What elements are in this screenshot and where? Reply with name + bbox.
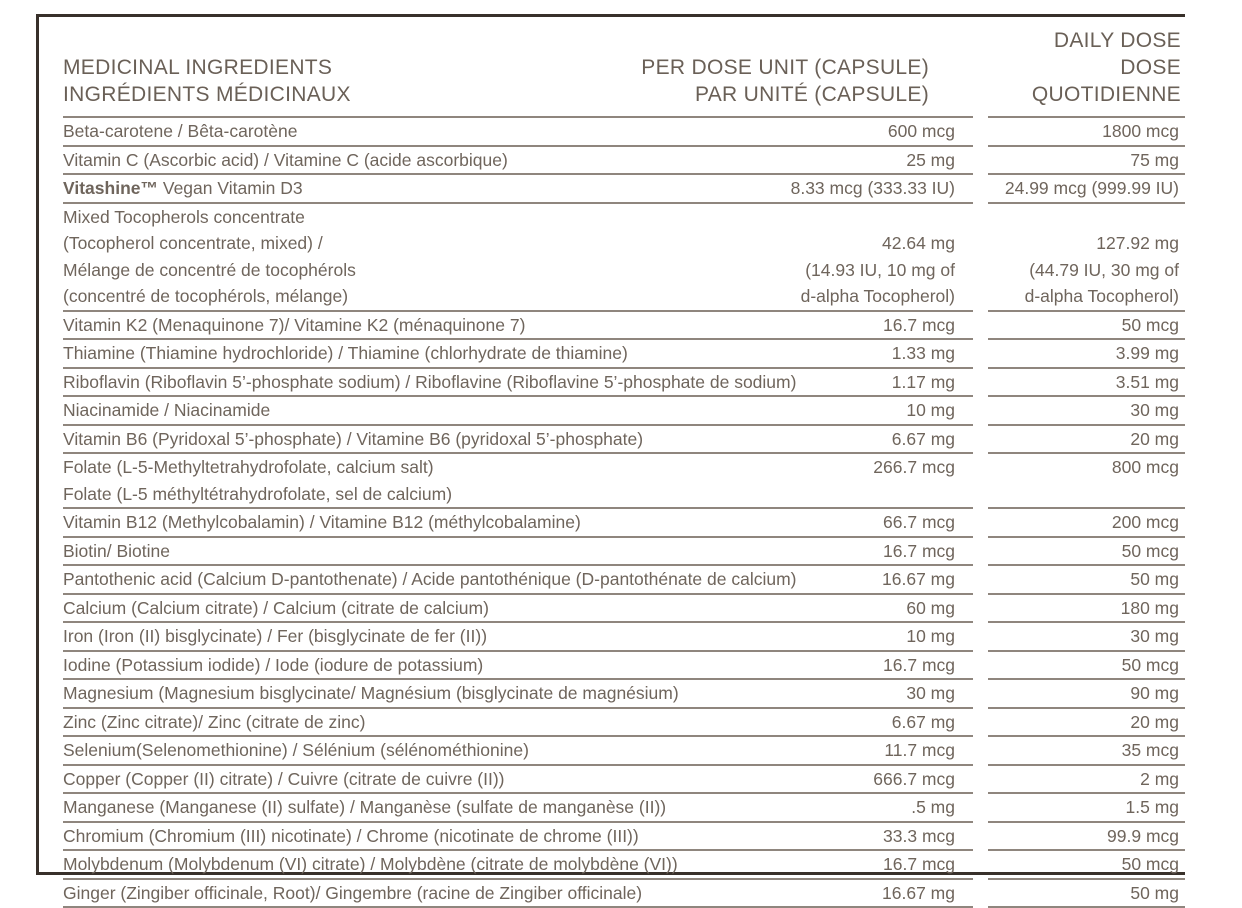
per-dose-value: 10 mg: [906, 623, 973, 650]
daily-dose-header-line2: DOSE: [988, 54, 1181, 81]
per-dose-header: [641, 54, 973, 108]
daily-dose-value: 90 mg: [988, 680, 1185, 709]
daily-dose-value: 50 mcg: [988, 538, 1185, 567]
row-left-group: [63, 623, 973, 652]
row-left-group: [63, 823, 973, 852]
ingredient-name-text: Zinc (Zinc citrate)/ Zinc (citrate de zinc): [63, 712, 365, 732]
table-row: [63, 312, 1185, 341]
per-dose-value: 16.67 mg: [882, 880, 973, 907]
ingredient-name: [63, 118, 297, 145]
ingredient-name: [63, 623, 487, 650]
ingredient-name-text: Riboflavin (Riboflavin 5’-phosphate sodium) / Riboflavine (Riboflavine 5’-phosphate de sodium): [63, 372, 796, 392]
row-left-group: [63, 851, 973, 880]
table-row: [63, 175, 1185, 204]
table-row: [63, 538, 1185, 567]
per-dose-value: 266.7 mcg: [873, 454, 973, 481]
column-gap: [973, 538, 988, 567]
daily-dose-header-line1: DAILY DOSE: [988, 27, 1181, 54]
table-row: [63, 737, 1185, 766]
supplement-facts-label: [36, 14, 1185, 875]
table-row: [63, 766, 1185, 795]
per-dose-value-line: 42.64 mg: [801, 230, 955, 257]
daily-dose-value-line: (44.79 IU, 30 mg of: [988, 257, 1179, 284]
daily-dose-value: 50 mg: [988, 566, 1185, 595]
row-left-group: [63, 766, 973, 795]
ingredient-name-line: Folate (L-5 méthyltétrahydrofolate, sel de calcium): [63, 481, 452, 508]
ingredient-name-line: Mixed Tocopherols concentrate: [63, 204, 356, 231]
per-dose-value: 6.67 mg: [892, 426, 973, 453]
daily-dose-value: [988, 204, 1185, 312]
ingredient-name: [63, 709, 365, 736]
per-dose-value: 600 mcg: [888, 118, 973, 145]
table-row: [63, 880, 1185, 908]
ingredient-name-line: Folate (L-5-Methyltetrahydrofolate, calcium salt): [63, 454, 452, 481]
table-row: [63, 147, 1185, 176]
per-dose-value: 16.7 mcg: [883, 652, 973, 679]
per-dose-value-line: (14.93 IU, 10 mg of: [801, 257, 955, 284]
ingredient-name: [63, 369, 796, 396]
row-left-group: [63, 175, 973, 204]
ingredient-name: [63, 794, 666, 821]
per-dose-value: 1.17 mg: [892, 369, 973, 396]
daily-dose-header: [988, 27, 1185, 118]
per-dose-value: 16.7 mcg: [883, 538, 973, 565]
ingredient-name-text: Vitamin B12 (Methylcobalamin) / Vitamine B12 (méthylcobalamine): [63, 512, 581, 532]
table-row: [63, 340, 1185, 369]
ingredient-name: [63, 737, 529, 764]
column-gap: [973, 880, 988, 908]
ingredient-name-text: Molybdenum (Molybdenum (VI) citrate) / Molybdène (citrate de molybdène (VI)): [63, 854, 678, 874]
table-row: [63, 851, 1185, 880]
ingredient-brand-name: Vitashine™: [63, 178, 158, 198]
per-dose-value: 33.3 mcg: [883, 823, 973, 850]
column-gap: [973, 147, 988, 176]
ingredient-name-text: Selenium(Selenomethionine) / Sélénium (sélénométhionine): [63, 740, 529, 760]
column-gap: [973, 175, 988, 204]
daily-dose-value: 800 mcg: [988, 454, 1185, 509]
ingredient-name-text: Beta-carotene / Bêta-carotène: [63, 121, 297, 141]
daily-dose-value: 50 mcg: [988, 851, 1185, 880]
row-left-group: [63, 204, 973, 312]
ingredients-header-en: MEDICINAL INGREDIENTS: [63, 54, 351, 81]
daily-dose-value: 30 mg: [988, 397, 1185, 426]
ingredient-name: [63, 680, 679, 707]
column-gap: [973, 737, 988, 766]
ingredient-name-text: Niacinamide / Niacinamide: [63, 400, 270, 420]
ingredient-name: [63, 509, 581, 536]
column-gap: [973, 340, 988, 369]
per-dose-header-fr: PAR UNITÉ (CAPSULE): [641, 81, 929, 108]
ingredient-name-text: Thiamine (Thiamine hydrochloride) / Thiamine (chlorhydrate de thiamine): [63, 343, 628, 363]
ingredient-name: [63, 204, 356, 310]
ingredient-name-line: Mélange de concentré de tocophérols: [63, 257, 356, 284]
ingredient-name-line: (concentré de tocophérols, mélange): [63, 283, 356, 310]
column-gap: [973, 623, 988, 652]
per-dose-value: 6.67 mg: [892, 709, 973, 736]
table-row: [63, 509, 1185, 538]
row-left-group: [63, 709, 973, 738]
per-dose-value: 30 mg: [906, 680, 973, 707]
column-gap: [973, 118, 988, 147]
daily-dose-value: 99.9 mcg: [988, 823, 1185, 852]
daily-dose-value: 2 mg: [988, 766, 1185, 795]
column-gap: [973, 369, 988, 398]
ingredient-name: [63, 340, 628, 367]
ingredient-name: [63, 823, 639, 850]
table-row: [63, 823, 1185, 852]
ingredient-name: [63, 595, 489, 622]
row-left-group: [63, 737, 973, 766]
daily-dose-value: 30 mg: [988, 623, 1185, 652]
daily-dose-header-line3: QUOTIDIENNE: [988, 81, 1181, 108]
per-dose-value: 16.7 mcg: [883, 312, 973, 339]
daily-dose-value: 50 mcg: [988, 652, 1185, 681]
column-gap: [973, 680, 988, 709]
row-left-group: [63, 538, 973, 567]
daily-dose-value-line: d-alpha Tocopherol): [988, 283, 1179, 310]
table-row: [63, 397, 1185, 426]
per-dose-value: 1.33 mg: [892, 340, 973, 367]
table-row: [63, 566, 1185, 595]
per-dose-value: 11.7 mcg: [884, 737, 973, 764]
per-dose-value: .5 mg: [911, 794, 973, 821]
daily-dose-value: 50 mcg: [988, 312, 1185, 341]
ingredient-name-text: Ginger (Zingiber officinale, Root)/ Gingembre (racine de Zingiber officinale): [63, 883, 642, 903]
ingredient-name-text: Vitamin B6 (Pyridoxal 5’-phosphate) / Vitamine B6 (pyridoxal 5’-phosphate): [63, 429, 643, 449]
per-dose-value-line: d-alpha Tocopherol): [801, 283, 955, 310]
ingredient-name-line: (Tocopherol concentrate, mixed) /: [63, 230, 356, 257]
ingredient-name: [63, 454, 452, 507]
ingredient-name: [63, 880, 642, 907]
ingredients-table-body: [63, 118, 1185, 908]
ingredient-name: [63, 851, 678, 878]
row-left-group: [63, 566, 973, 595]
per-dose-value: [801, 230, 973, 310]
column-gap: [973, 454, 988, 509]
row-left-group: [63, 794, 973, 823]
ingredient-name-text: Calcium (Calcium citrate) / Calcium (citrate de calcium): [63, 598, 489, 618]
daily-dose-value: 3.99 mg: [988, 340, 1185, 369]
daily-dose-value: 35 mcg: [988, 737, 1185, 766]
daily-dose-value: 180 mg: [988, 595, 1185, 624]
daily-dose-value: 20 mg: [988, 709, 1185, 738]
ingredient-name-text: Manganese (Manganese (II) sulfate) / Manganèse (sulfate de manganèse (II)): [63, 797, 666, 817]
column-gap: [973, 652, 988, 681]
ingredient-name: [63, 566, 797, 593]
row-left-group: [63, 147, 973, 176]
per-dose-value: 16.7 mcg: [883, 851, 973, 878]
column-gap: [973, 312, 988, 341]
per-dose-value: 60 mg: [906, 595, 973, 622]
daily-dose-value: 1800 mcg: [988, 118, 1185, 147]
row-left-group: [63, 369, 973, 398]
row-left-group: [63, 118, 973, 147]
ingredients-header: [63, 54, 351, 108]
per-dose-value: 8.33 mcg (333.33 IU): [791, 175, 973, 202]
row-left-group: [63, 397, 973, 426]
row-left-group: [63, 509, 973, 538]
column-gap: [973, 709, 988, 738]
ingredient-name-text: Chromium (Chromium (III) nicotinate) / Chrome (nicotinate de chrome (III)): [63, 826, 639, 846]
column-gap: [973, 595, 988, 624]
table-row: [63, 595, 1185, 624]
table-row: [63, 118, 1185, 147]
per-dose-header-en: PER DOSE UNIT (CAPSULE): [641, 54, 929, 81]
column-gap: [973, 509, 988, 538]
ingredient-name: [63, 426, 643, 453]
row-left-group: [63, 426, 973, 455]
column-gap: [973, 794, 988, 823]
table-row: [63, 454, 1185, 509]
column-gap: [973, 397, 988, 426]
daily-dose-value: 3.51 mg: [988, 369, 1185, 398]
column-gap: [973, 204, 988, 312]
per-dose-value: 16.67 mg: [882, 566, 973, 593]
table-row: [63, 204, 1185, 312]
ingredient-name-text: Biotin/ Biotine: [63, 541, 170, 561]
table-header: [63, 27, 1185, 118]
ingredient-name-text: Iron (Iron (II) bisglycinate) / Fer (bisglycinate de fer (II)): [63, 626, 487, 646]
per-dose-value: 66.7 mcg: [883, 509, 973, 536]
ingredient-name: [63, 312, 525, 339]
ingredient-name-text: Iodine (Potassium iodide) / Iode (iodure de potassium): [63, 655, 483, 675]
daily-dose-value-line: 127.92 mg: [988, 230, 1179, 257]
daily-dose-value: 24.99 mcg (999.99 IU): [988, 175, 1185, 204]
ingredient-name-text: Pantothenic acid (Calcium D-pantothenate) / Acide pantothénique (D-pantothénate de calcium): [63, 569, 797, 589]
column-gap: [973, 851, 988, 880]
column-gap: [973, 27, 988, 118]
ingredient-name: [63, 538, 170, 565]
daily-dose-value: 75 mg: [988, 147, 1185, 176]
ingredient-name: [63, 397, 270, 424]
ingredient-name-text: Vitamin K2 (Menaquinone 7)/ Vitamine K2 (ménaquinone 7): [63, 315, 525, 335]
ingredient-name-text: Copper (Copper (II) citrate) / Cuivre (citrate de cuivre (II)): [63, 769, 505, 789]
column-gap: [973, 426, 988, 455]
row-left-group: [63, 340, 973, 369]
column-gap: [973, 823, 988, 852]
row-left-group: [63, 595, 973, 624]
ingredient-name: [63, 652, 483, 679]
row-left-group: [63, 880, 973, 908]
table-row: [63, 426, 1185, 455]
row-left-group: [63, 454, 973, 509]
ingredient-name: [63, 766, 505, 793]
per-dose-value: 25 mg: [906, 147, 973, 174]
table-row: [63, 369, 1185, 398]
daily-dose-value: 20 mg: [988, 426, 1185, 455]
daily-dose-value: 1.5 mg: [988, 794, 1185, 823]
per-dose-value: 666.7 mcg: [873, 766, 973, 793]
column-gap: [973, 766, 988, 795]
per-dose-value: 10 mg: [906, 397, 973, 424]
row-left-group: [63, 312, 973, 341]
table-row: [63, 794, 1185, 823]
ingredients-header-fr: INGRÉDIENTS MÉDICINAUX: [63, 81, 351, 108]
header-left-group: [63, 27, 973, 118]
table-row: [63, 652, 1185, 681]
ingredient-name-text: Magnesium (Magnesium bisglycinate/ Magnésium (bisglycinate de magnésium): [63, 683, 679, 703]
daily-dose-value: 200 mcg: [988, 509, 1185, 538]
table-row: [63, 623, 1185, 652]
row-left-group: [63, 652, 973, 681]
ingredient-name-text: Vegan Vitamin D3: [158, 178, 303, 198]
row-left-group: [63, 680, 973, 709]
ingredient-name-text: Vitamin C (Ascorbic acid) / Vitamine C (acide ascorbique): [63, 150, 508, 170]
daily-dose-value: 50 mg: [988, 880, 1185, 908]
table-row: [63, 709, 1185, 738]
column-gap: [973, 566, 988, 595]
table-row: [63, 680, 1185, 709]
ingredient-name: [63, 175, 303, 202]
ingredient-name: [63, 147, 508, 174]
